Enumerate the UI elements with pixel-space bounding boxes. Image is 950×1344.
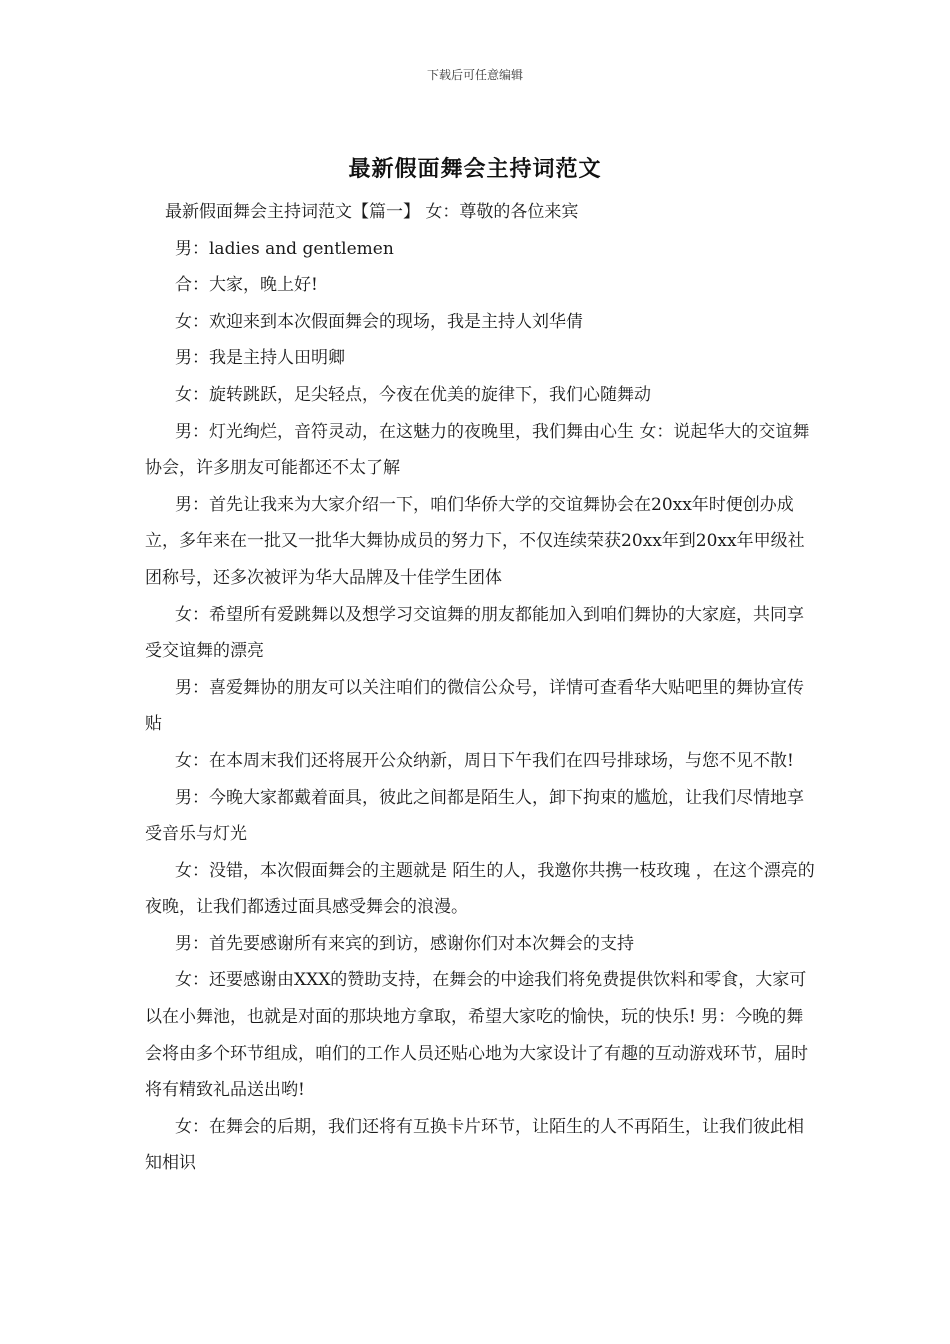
paragraph: 女：欢迎来到本次假面舞会的现场，我是主持人刘华倩	[175, 311, 583, 332]
paragraph: 合：大家，晚上好!	[175, 275, 318, 296]
paragraph: 女：在本周末我们还将展开公众纳新，周日下午我们在四号排球场，与您不见不散!	[175, 750, 794, 771]
paragraph: 女：没错，本次假面舞会的主题就是 陌生的人，我邀你共携一枝玫瑰 ，在这个漂亮的夜晚，让我们都透过面具感受舞会的浪漫。	[145, 860, 815, 918]
document-title: 最新假面舞会主持词范文	[348, 157, 602, 182]
paragraph: 男：首先让我来为大家介绍一下，咱们华侨大学的交谊舞协会在20xx年时便创办成立，多年来在一批又一批华大舞协成员的努力下，不仅连续荣获20xx年到20xx年甲级社团称号，还多次被评为华大品牌及十佳学生团体	[145, 494, 805, 588]
paragraph: 女：还要感谢由XXX的赞助支持，在舞会的中途我们将免费提供饮料和零食，大家可以在小舞池，也就是对面的那块地方拿取，希望大家吃的愉快，玩的快乐! 男：今晚的舞会将由多个环节组成，咱们的工作人员还贴心地为大家设计了有趣的互动游戏环节，届时将有精致礼品送出哟!	[145, 970, 808, 1101]
paragraph: 男：喜爱舞协的朋友可以关注咱们的微信公众号，详情可查看华大贴吧里的舞协宣传贴	[145, 677, 804, 735]
paragraph: 男：ladies and gentlemen	[175, 238, 394, 259]
paragraph: 男：灯光绚烂，音符灵动，在这魅力的夜晚里，我们舞由心生 女：说起华大的交谊舞协会，许多朋友可能都还不太了解	[145, 421, 810, 479]
document-body	[145, 194, 820, 1182]
paragraph: 女：希望所有爱跳舞以及想学习交谊舞的朋友都能加入到咱们舞协的大家庭，共同享受交谊舞的漂亮	[145, 604, 804, 662]
paragraph: 女：在舞会的后期，我们还将有互换卡片环节，让陌生的人不再陌生，让我们彼此相知相识	[145, 1116, 804, 1174]
paragraph: 最新假面舞会主持词范文【篇一】 女：尊敬的各位来宾	[165, 202, 579, 222]
paragraph: 女：旋转跳跃，足尖轻点，今夜在优美的旋律下，我们心随舞动	[175, 384, 651, 405]
paragraph: 男：首先要感谢所有来宾的到访，感谢你们对本次舞会的支持	[175, 933, 634, 954]
paragraph: 男：今晚大家都戴着面具，彼此之间都是陌生人，卸下拘束的尴尬，让我们尽情地享受音乐与灯光	[145, 787, 804, 845]
paragraph: 男：我是主持人田明卿	[175, 348, 345, 369]
header-note: 下载后可任意编辑	[426, 68, 523, 82]
